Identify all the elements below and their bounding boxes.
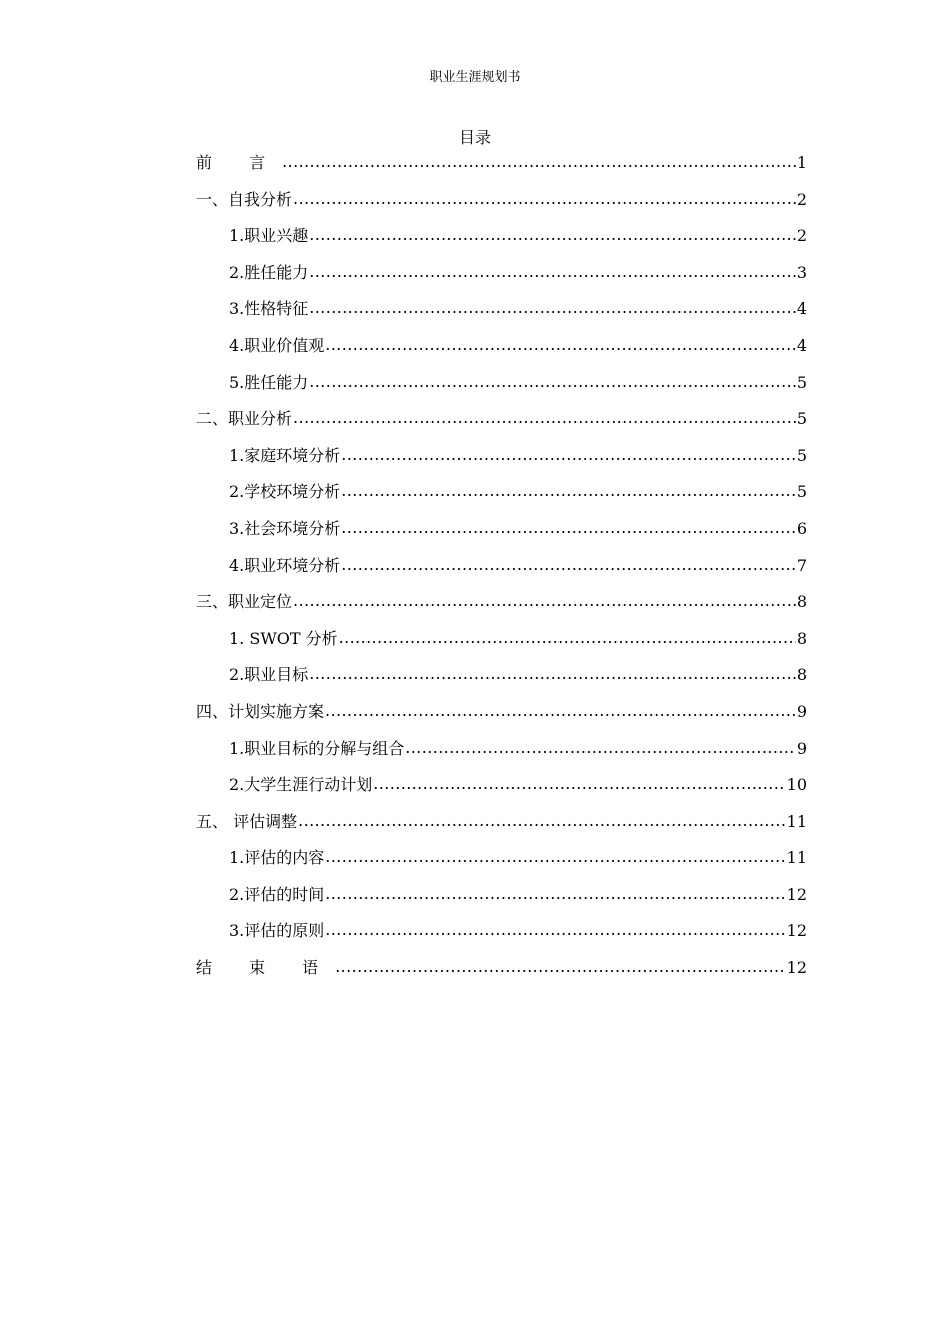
toc-dot-leader — [325, 918, 785, 942]
toc-entry — [196, 810, 807, 847]
toc-entry — [196, 517, 807, 554]
toc-entry-page-number: 6 — [796, 518, 807, 538]
toc-entry-page-number: 8 — [796, 665, 807, 685]
toc-entry-page-number: 4 — [796, 299, 807, 319]
toc-dot-leader — [373, 772, 785, 796]
toc-entry-label: 2.大学生涯行动计划 — [229, 775, 373, 795]
toc-entry — [196, 627, 807, 664]
toc-entry-page-number: 5 — [796, 372, 807, 392]
toc-entry — [196, 700, 807, 737]
toc-entry-page-number: 4 — [796, 335, 807, 355]
toc-dot-leader — [293, 187, 796, 211]
toc-entry-page-number: 5 — [796, 409, 807, 429]
toc-entry — [196, 407, 807, 444]
toc-entry-page-number: 9 — [796, 738, 807, 758]
toc-dot-leader — [309, 296, 796, 320]
toc-dot-leader — [298, 809, 786, 833]
toc-entry-label: 一、自我分析 — [196, 189, 293, 209]
toc-entry-label: 2.职业目标 — [229, 665, 309, 685]
toc-entry-label: 3.社会环境分析 — [229, 518, 341, 538]
toc-entry-label: 五、 评估调整 — [196, 811, 298, 831]
toc-entry-page-number: 10 — [786, 775, 807, 795]
toc-entry-page-number: 2 — [796, 189, 807, 209]
toc-entry-page-number: 8 — [796, 592, 807, 612]
toc-entry — [196, 554, 807, 591]
toc-entry — [196, 297, 807, 334]
toc-entry — [196, 956, 807, 993]
table-of-contents — [196, 151, 807, 993]
toc-entry — [196, 919, 807, 956]
toc-entry — [196, 261, 807, 298]
toc-dot-leader — [325, 845, 785, 869]
toc-entry-page-number: 8 — [796, 628, 807, 648]
toc-entry-label: 1.家庭环境分析 — [229, 445, 341, 465]
toc-entry-page-number: 3 — [796, 262, 807, 282]
toc-entry — [196, 773, 807, 810]
toc-entry-page-number: 1 — [796, 153, 807, 172]
toc-entry — [196, 846, 807, 883]
toc-entry — [196, 224, 807, 261]
toc-entry — [196, 188, 807, 225]
toc-entry — [196, 663, 807, 700]
toc-dot-leader — [325, 882, 785, 906]
toc-entry-label: 1.评估的内容 — [229, 848, 325, 868]
toc-entry-label: 前 言 — [196, 153, 282, 172]
toc-entry-label: 2.学校环境分析 — [229, 482, 341, 502]
toc-entry-label: 二、职业分析 — [196, 409, 293, 429]
toc-entry-label: 1. SWOT 分析 — [229, 628, 338, 648]
toc-entry-page-number: 5 — [796, 482, 807, 502]
toc-dot-leader — [341, 443, 796, 467]
toc-entry-page-number: 5 — [796, 445, 807, 465]
toc-entry-label: 2.胜任能力 — [229, 262, 309, 282]
toc-entry — [196, 151, 807, 188]
toc-entry-page-number: 12 — [786, 921, 807, 941]
toc-entry-page-number: 11 — [786, 848, 807, 868]
toc-dot-leader — [405, 736, 796, 760]
toc-entry-label: 四、计划实施方案 — [196, 701, 325, 721]
toc-entry-label: 3.评估的原则 — [229, 921, 325, 941]
toc-entry — [196, 444, 807, 481]
toc-entry — [196, 334, 807, 371]
toc-entry-label: 结 束 语 — [196, 958, 335, 978]
document-header-title: 职业生涯规划书 — [429, 70, 521, 85]
toc-dot-leader — [325, 699, 796, 723]
toc-entry-page-number: 9 — [796, 701, 807, 721]
toc-dot-leader — [309, 370, 796, 394]
toc-dot-leader — [341, 516, 796, 540]
toc-entry-label: 3.性格特征 — [229, 299, 309, 319]
toc-dot-leader — [309, 223, 796, 247]
toc-dot-leader — [309, 662, 796, 686]
toc-dot-leader — [309, 260, 796, 284]
toc-entry-page-number: 12 — [786, 884, 807, 904]
toc-dot-leader — [293, 406, 796, 430]
toc-entry — [196, 883, 807, 920]
toc-entry-label: 2.评估的时间 — [229, 884, 325, 904]
toc-title: 目录 — [458, 128, 491, 147]
toc-entry — [196, 480, 807, 517]
toc-entry-label: 三、职业定位 — [196, 592, 293, 612]
toc-dot-leader — [339, 626, 796, 650]
toc-entry-label: 1.职业目标的分解与组合 — [229, 738, 405, 758]
toc-entry-label: 4.职业环境分析 — [229, 555, 341, 575]
toc-entry — [196, 737, 807, 774]
toc-dot-leader — [341, 479, 796, 503]
toc-entry — [196, 590, 807, 627]
toc-entry-label: 1.职业兴趣 — [229, 226, 309, 246]
toc-entry-page-number: 7 — [796, 555, 807, 575]
toc-entry — [196, 371, 807, 408]
toc-entry-page-number: 2 — [796, 226, 807, 246]
toc-entry-label: 4.职业价值观 — [229, 335, 325, 355]
toc-entry-page-number: 11 — [786, 811, 807, 831]
toc-entry-label: 5.胜任能力 — [229, 372, 309, 392]
toc-dot-leader — [282, 150, 796, 174]
toc-dot-leader — [325, 333, 796, 357]
toc-dot-leader — [335, 955, 785, 979]
toc-dot-leader — [341, 553, 796, 577]
toc-dot-leader — [293, 589, 796, 613]
toc-entry-page-number: 12 — [786, 958, 807, 978]
